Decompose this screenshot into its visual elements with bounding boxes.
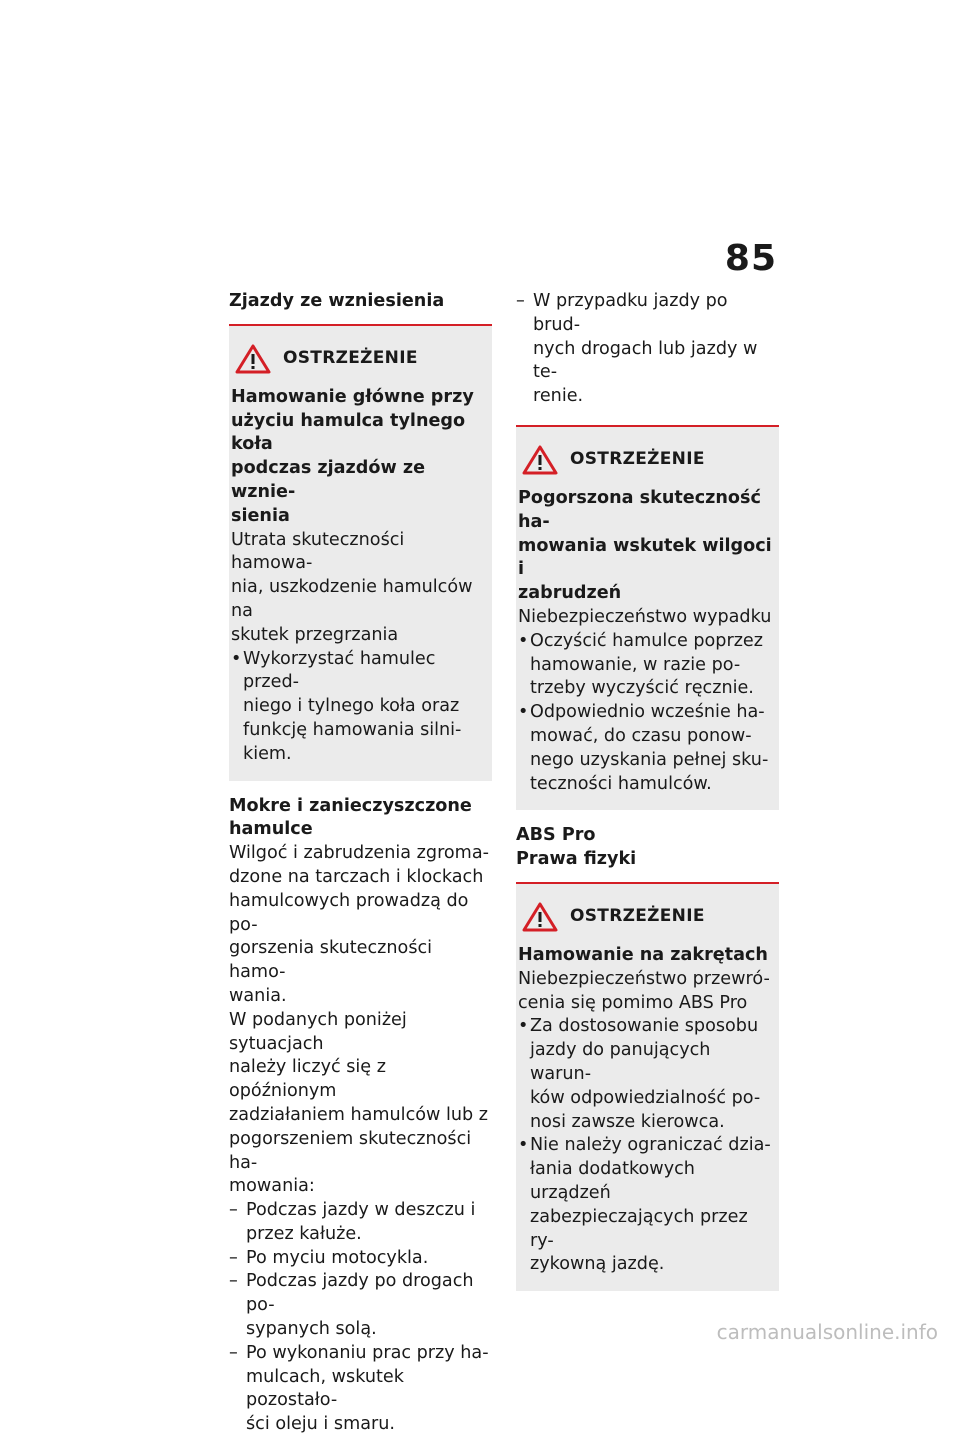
warning-triangle-icon [235,344,271,374]
text-line: nia, uszkodzenie hamulców na [231,577,473,621]
bullet-item [518,1015,773,1134]
text-line: funkcję hamowania silni- [243,719,462,740]
text-line: mowania wskutek wilgoci i [518,535,772,580]
bullet-item [518,701,773,796]
text-line: sienia [231,505,290,526]
bullet-marker: • [518,1016,529,1037]
text-line: użyciu hamulca tylnego koła [231,410,466,455]
warning-box-moisture [516,427,779,810]
text-line: zykowną jazdę. [530,1254,665,1275]
warning-title [518,944,773,968]
text-line: Hamowanie główne przy [231,386,474,407]
bullet-marker: • [231,648,242,669]
text-line: nych drogach lub jazdy w te- [533,338,758,383]
paragraph [229,842,492,1009]
warning-body [518,606,773,630]
text-line: Mokre i zanieczyszczone [229,795,472,816]
left-column [229,290,492,1437]
text-line: Nie należy ograniczać dzia- [530,1135,771,1156]
text-line: zabezpieczających przez ry- [530,1206,748,1251]
text-line: jazdy do panujących warun- [530,1040,711,1084]
dash-marker: – [229,1200,238,1221]
text-line: niego i tylnego koła oraz [243,696,460,717]
text-line: Utrata skuteczności hamowa- [231,529,405,574]
text-line: Niebezpieczeństwo wypadku [518,606,772,627]
warning-body [231,529,486,648]
section-heading-wet-brakes [229,795,492,843]
text-line: ków odpowiedzialność po- [530,1087,761,1108]
text-line: Wykorzystać hamulec przed- [243,648,436,693]
text-line: sypanych solą. [246,1319,377,1340]
bullet-marker: • [518,1135,529,1156]
text-line: Podczas jazdy w deszczu i [246,1200,476,1221]
text-line: dzone na tarczach i klockach [229,866,484,887]
text-line: Podczas jazdy po drogach po- [246,1271,474,1316]
warning-header [518,445,773,475]
text-line: Po wykonaniu prac przy ha- [246,1342,489,1363]
dash-marker: – [229,1342,238,1363]
right-column [516,290,779,1291]
dash-marker: – [229,1247,238,1268]
text-line: zabrudzeń [518,583,622,604]
bullet-item [518,1134,773,1277]
text-line: teczności hamulców. [530,773,712,794]
warning-triangle-icon [522,902,558,932]
text-line: należy liczyć się z opóźnionym [229,1057,386,1102]
text-line: mulcach, wskutek pozostało- [246,1366,404,1411]
text-line: łania dodatkowych urządzeń [530,1159,695,1203]
text-line: zadziałaniem hamulców lub z [229,1104,489,1125]
text-line: wania. [229,985,287,1006]
dash-item [516,290,779,409]
text-line: mować, do czasu ponow- [530,725,752,746]
warning-triangle-icon [522,445,558,475]
bullet-marker: • [518,702,529,723]
bullet-item [231,648,486,767]
text-line: Oczyścić hamulce poprzez [530,630,763,651]
warning-box-downhill [229,326,492,781]
text-line: ABS Pro [516,825,596,846]
text-line: gorszenia skuteczności hamo- [229,938,433,983]
warning-title [518,487,773,606]
bullet-item [518,630,773,701]
text-line: Za dostosowanie sposobu [530,1016,759,1037]
page-number: 85 [724,238,777,279]
paragraph [229,1009,492,1199]
text-line: skutek przegrzania [231,624,399,645]
watermark: carmanualsonline.info [716,1320,938,1344]
text-line: nego uzyskania pełnej sku- [530,749,769,770]
dash-list [229,1199,492,1437]
text-line: podczas zjazdów ze wznie- [231,458,426,502]
text-line: Po myciu motocykla. [246,1247,429,1268]
dash-marker: – [516,291,525,311]
warning-title [231,386,486,529]
dash-marker: – [229,1271,238,1292]
warning-label: OSTRZEŻENIE [570,906,705,927]
text-line: Niebezpieczeństwo przewró- [518,968,770,989]
warning-header [518,902,773,932]
warning-label: OSTRZEŻENIE [570,449,705,470]
text-line: cenia się pomimo ABS Pro [518,992,748,1013]
text-line: mowania: [229,1176,315,1197]
text-line: renie. [533,386,584,407]
dash-list [516,290,779,409]
dash-item [229,1270,492,1341]
dash-item [229,1342,492,1437]
text-line: nosi zawsze kierowca. [530,1111,725,1132]
text-line: hamulce [229,819,313,840]
text-line: W przypadku jazdy po brud- [533,291,728,335]
text-line: hamulcowych prowadzą do po- [229,890,469,935]
text-line: hamowanie, w razie po- [530,654,741,675]
bullet-marker: • [518,630,529,651]
text-line: Pogorszona skuteczność ha- [518,487,761,532]
text-line: Hamowanie na zakrętach [518,944,768,965]
warning-header [231,344,486,374]
text-line: trzeby wyczyścić ręcznie. [530,678,754,699]
warning-body [518,968,773,1016]
section-heading-downhill: Zjazdy ze wzniesienia [229,291,445,311]
dash-item [229,1247,492,1271]
text-line: Prawa fizyki [516,849,637,870]
text-line: ści oleju i smaru. [246,1414,395,1435]
text-line: Odpowiednio wcześnie ha- [530,702,765,723]
text-line: Wilgoć i zabrudzenia zgroma- [229,843,489,864]
text-line: kiem. [243,743,292,764]
section-heading-abs-pro [516,824,779,872]
text-line: przez kałuże. [246,1223,362,1244]
warning-label: OSTRZEŻENIE [283,347,418,368]
dash-item [229,1199,492,1247]
text-line: pogorszeniem skuteczności ha- [229,1128,472,1173]
warning-box-cornering [516,884,779,1291]
text-line: W podanych poniżej sytuacjach [229,1009,407,1054]
